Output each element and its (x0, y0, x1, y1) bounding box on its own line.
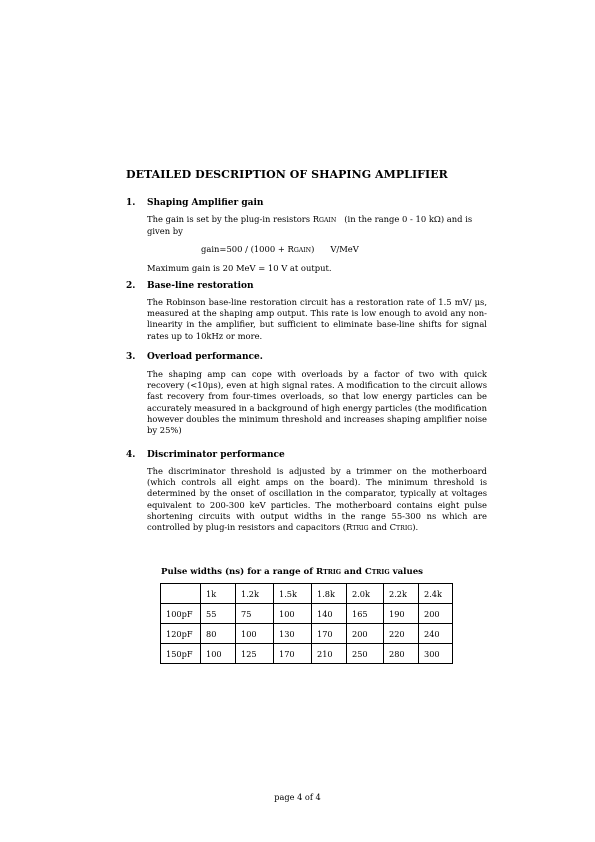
table-cell: 80 (201, 624, 236, 644)
table-row (161, 624, 453, 644)
table-cell: 100 (201, 644, 236, 664)
section-1-paragraph-line-1: The gain is set by the plug-in resistors RGAIN (in the range 0 - 10 kΩ) and is (147, 214, 473, 224)
table-header-cell: 2.4k (419, 584, 453, 604)
table-cell: 300 (419, 644, 453, 664)
table-header-cell: 1.2k (236, 584, 274, 604)
table-row (161, 604, 453, 624)
section-2-number: 2. (126, 281, 136, 291)
table-header-cell: 2.0k (347, 584, 384, 604)
section-3-paragraph: The shaping amp can cope with overloads by a factor of two with quick recovery (<10μs), even at high signal rates. A modification to the circuit allows fast recovery from four-times overloads, so that low energy particles can be accurately measured in a background of high energy particles (the modification however doubles the minimum threshold and increases shaping amplifier noise by 25%) (147, 369, 487, 436)
section-2-paragraph: The Robinson base-line restoration circuit has a restoration rate of 1.5 mV/ μs, measured at the shaping amp output. This rate is low enough to avoid any non-linearity in the amplifier, but sufficient to eliminate base-line shifts for signal rates up to 10kHz or more. (147, 297, 487, 341)
section-4-heading: Discriminator performance (147, 450, 285, 460)
table-cell: 165 (347, 604, 384, 624)
table-cell: 200 (347, 624, 384, 644)
table-cell: 240 (419, 624, 453, 644)
section-1-heading: Shaping Amplifier gain (147, 198, 264, 208)
table-cell: 280 (384, 644, 419, 664)
table-cell: 130 (274, 624, 312, 644)
table-cell: 150pF (161, 644, 201, 664)
table-cell: 170 (274, 644, 312, 664)
table-header-cell: 1k (201, 584, 236, 604)
table-title: Pulse widths (ns) for a range of RTRIG and CTRIG values (161, 567, 423, 577)
table-cell: 220 (384, 624, 419, 644)
gain-formula: gain=500 / (1000 + RGAIN) V/MeV (201, 244, 359, 254)
table-cell: 125 (236, 644, 274, 664)
table-header-row (161, 584, 453, 604)
section-2-heading: Base-line restoration (147, 281, 254, 291)
section-4-number: 4. (126, 450, 136, 460)
table-cell: 250 (347, 644, 384, 664)
page-title: DETAILED DESCRIPTION OF SHAPING AMPLIFIER (126, 168, 448, 181)
table-cell: 55 (201, 604, 236, 624)
table-header-cell: 2.2k (384, 584, 419, 604)
section-1-number: 1. (126, 198, 136, 208)
section-3-number: 3. (126, 352, 136, 362)
table-cell: 100 (274, 604, 312, 624)
section-4-paragraph: The discriminator threshold is adjusted by a trimmer on the motherboard (which controls all eight amps on the board). The minimum threshold is determined by the onset of oscillation in the comparator, typically at voltages equivalent to 200-300 keV particles. The motherboard contains eight pulse shortening circuits with output widths in the range 55-300 ns which are controlled by plug-in resistors and capacitors (RTRIG and CTRIG). (147, 466, 487, 533)
page-number: page 4 of 4 (274, 792, 321, 802)
table-cell: 100 (236, 624, 274, 644)
table-cell: 190 (384, 604, 419, 624)
table-cell: 140 (312, 604, 347, 624)
table-row (161, 644, 453, 664)
table-cell: 170 (312, 624, 347, 644)
pulse-width-table (160, 583, 453, 664)
table-cell: 200 (419, 604, 453, 624)
table-header-cell (161, 584, 201, 604)
table-cell: 120pF (161, 624, 201, 644)
section-3-heading: Overload performance. (147, 352, 263, 362)
table-cell: 210 (312, 644, 347, 664)
max-gain-text: Maximum gain is 20 MeV = 10 V at output. (147, 263, 332, 273)
section-1-paragraph-line-2: given by (147, 226, 183, 236)
table-header-cell: 1.8k (312, 584, 347, 604)
table-cell: 75 (236, 604, 274, 624)
table-cell: 100pF (161, 604, 201, 624)
table-header-cell: 1.5k (274, 584, 312, 604)
